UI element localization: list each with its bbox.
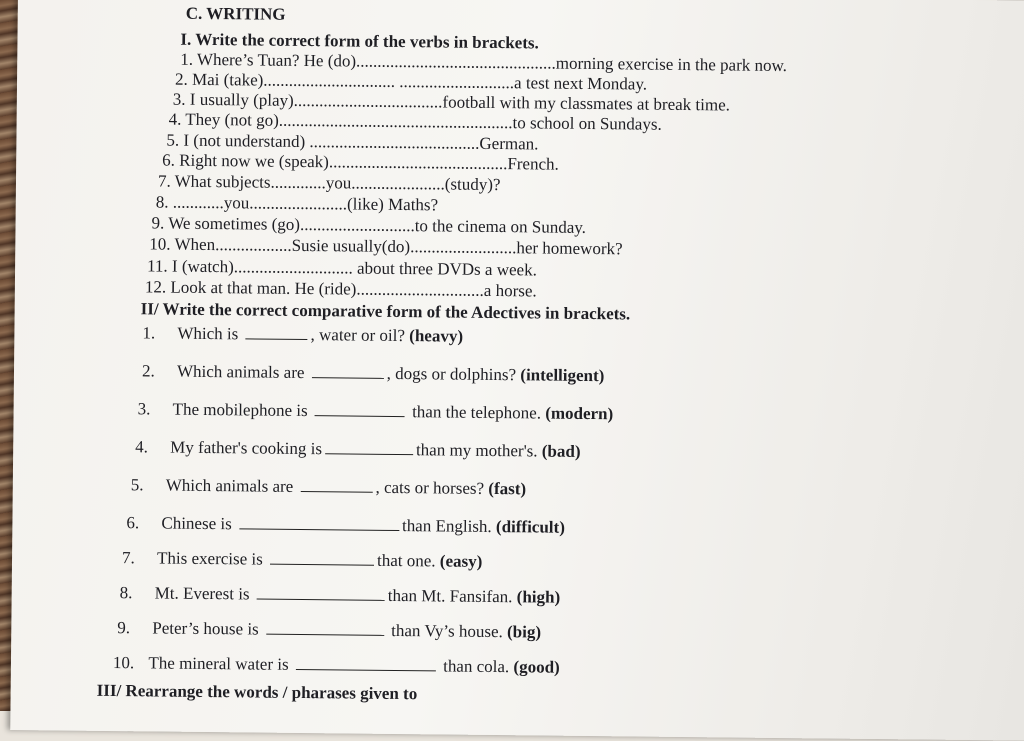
verb-item-2: 2. Mai (take)............................... ...........................a test next Monday.: [174, 69, 648, 94]
answer-blank[interactable]: [300, 490, 372, 493]
answer-blank[interactable]: [246, 337, 308, 340]
answer-blank[interactable]: [312, 376, 384, 379]
answer-blank[interactable]: [239, 527, 399, 531]
item-hint: (high): [516, 587, 561, 607]
item-hint: (fast): [488, 478, 527, 499]
item-number: 6.: [126, 513, 140, 533]
item-text-before: Which animals are: [165, 475, 294, 496]
answer-blank[interactable]: [266, 633, 384, 636]
item-text-before: Peter’s house is: [152, 618, 259, 639]
item-hint: (easy): [439, 551, 483, 571]
verb-item-8: 8. ............you.......................(like) Maths?: [155, 192, 439, 215]
item-number: 2.: [141, 361, 155, 381]
item-number: 5.: [130, 475, 144, 495]
answer-blank[interactable]: [315, 414, 405, 417]
item-text-before: This exercise is: [156, 548, 263, 569]
item-text-after: than cola.: [443, 656, 510, 677]
comparative-item-7: [122, 548, 482, 572]
comparative-item-2: [142, 361, 605, 386]
answer-blank[interactable]: [296, 668, 436, 671]
comparative-item-3: [138, 399, 614, 424]
item-text-after: , dogs or dolphins?: [386, 363, 517, 385]
comparative-item-5: [131, 475, 526, 499]
item-text-after: , water or oil?: [310, 325, 406, 346]
comparative-item-8: [120, 583, 561, 608]
item-number: 10.: [112, 653, 135, 673]
item-text-after: that one.: [376, 550, 436, 571]
verb-item-4: 4. They (not go).......................................................to school on Sundays.: [168, 109, 662, 134]
item-number: 7.: [121, 548, 135, 568]
comparative-item-9: [117, 618, 541, 642]
item-text-after: than English.: [401, 516, 492, 536]
answer-blank[interactable]: [257, 598, 385, 601]
item-number: 3.: [137, 399, 151, 419]
item-text-before: The mobilephone is: [172, 399, 308, 421]
item-text-after: than the telephone.: [412, 402, 542, 423]
item-number: 8.: [119, 583, 133, 603]
verb-item-10: 10. When..................Susie usually(do).........................her homework?: [149, 234, 623, 259]
item-text-after: than Vy’s house.: [391, 620, 503, 642]
worksheet-page: [10, 0, 1024, 741]
item-text-after: , cats or horses?: [375, 477, 485, 498]
item-text-before: Which animals are: [176, 361, 305, 383]
item-hint: (heavy): [409, 326, 464, 346]
item-text-before: The mineral water is: [148, 653, 289, 674]
comparative-item-1: [142, 323, 463, 346]
part3-heading: III/ Rearrange the words / pharases given to: [96, 680, 418, 704]
part2-heading: II/ Write the correct comparative form of the Adectives in brackets.: [140, 299, 631, 324]
verb-item-3: 3. I usually (play)...................................football with my classmates at break time.: [172, 89, 731, 115]
verb-item-9: 9. We sometimes (go)...........................to the cinema on Sunday.: [151, 213, 587, 237]
item-text-after: than my mother's.: [415, 440, 538, 461]
comparative-item-10: [113, 653, 560, 678]
item-number: 4.: [135, 437, 149, 457]
section-title: C. WRITING: [185, 3, 286, 24]
item-hint: (difficult): [495, 517, 566, 537]
comparative-item-6: [126, 513, 565, 538]
verb-item-11: 11. I (watch)............................ about three DVDs a week.: [147, 256, 537, 280]
item-number: 9.: [117, 618, 131, 638]
verb-item-7: 7. What subjects.............you......................(study)?: [157, 171, 501, 195]
item-hint: (modern): [545, 403, 614, 424]
item-text-before: Chinese is: [161, 513, 232, 534]
verb-item-12: 12. Look at that man. He (ride)..............................a horse.: [144, 277, 537, 301]
verb-item-1: 1. Where’s Tuan? He (do)...............................................morning exercise in the park now.: [180, 49, 788, 76]
verb-item-5: 5. I (not understand) ........................................German.: [166, 130, 539, 154]
item-number: 1.: [142, 323, 156, 343]
answer-blank[interactable]: [325, 452, 413, 455]
item-text-before: Which is: [177, 323, 239, 344]
item-hint: (bad): [541, 441, 581, 461]
item-text-before: My father's cooking is: [170, 437, 323, 459]
item-hint: (intelligent): [520, 365, 605, 386]
comparative-item-4: [135, 437, 581, 462]
item-hint: (good): [513, 657, 560, 677]
item-hint: (big): [506, 622, 542, 642]
part1-heading: I. Write the correct form of the verbs in brackets.: [180, 29, 539, 53]
item-text-after: than Mt. Fansifan.: [387, 585, 513, 607]
verb-item-6: 6. Right now we (speak)..........................................French.: [162, 150, 559, 174]
answer-blank[interactable]: [270, 563, 374, 566]
item-text-before: Mt. Everest is: [154, 583, 250, 604]
